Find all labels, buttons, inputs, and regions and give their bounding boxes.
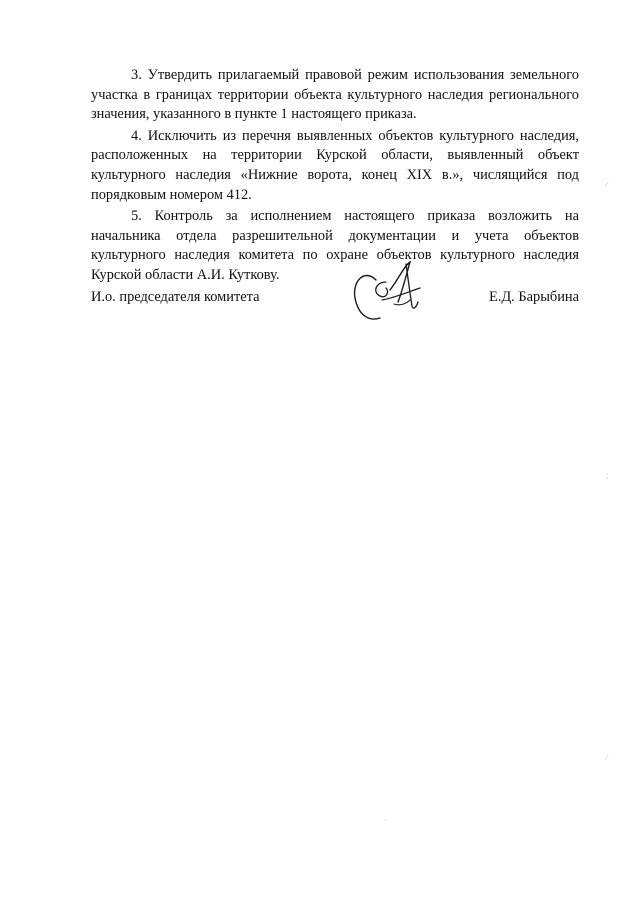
- scan-speck: ·: [384, 817, 387, 825]
- signatory-position: И.о. председателя комитета: [91, 289, 260, 305]
- handwritten-signature: [346, 258, 446, 338]
- signatory-name: Е.Д. Барыбина: [488, 289, 579, 305]
- paragraph-3: 3. Утвердить прилагаемый правовой режим использования земельного участка в границах территории объекта культурного наследия регионального значения, указанного в пункте 1 настоящего приказа.: [91, 67, 579, 123]
- scan-speck: ⁄: [606, 181, 608, 189]
- paragraph-4: 4. Исключить из перечня выявленных объектов культурного наследия, расположенных на территории Курской области, выявленный объект культурного наследия «Нижние ворота, конец XIX в.», числящийся под порядковым номером 412.: [91, 127, 579, 203]
- document-body: [91, 66, 579, 288]
- scan-speck: ⁚: [606, 473, 609, 481]
- paragraph-5: 5. Контроль за исполнением настоящего приказа возложить на начальника отдела разрешительной документации и учета объектов культурного наследия комитета по охране объектов культурного наследия Курской области А.И. Куткову.: [91, 208, 579, 283]
- signature-block: [91, 288, 579, 348]
- scan-speck: ⁄: [606, 754, 608, 762]
